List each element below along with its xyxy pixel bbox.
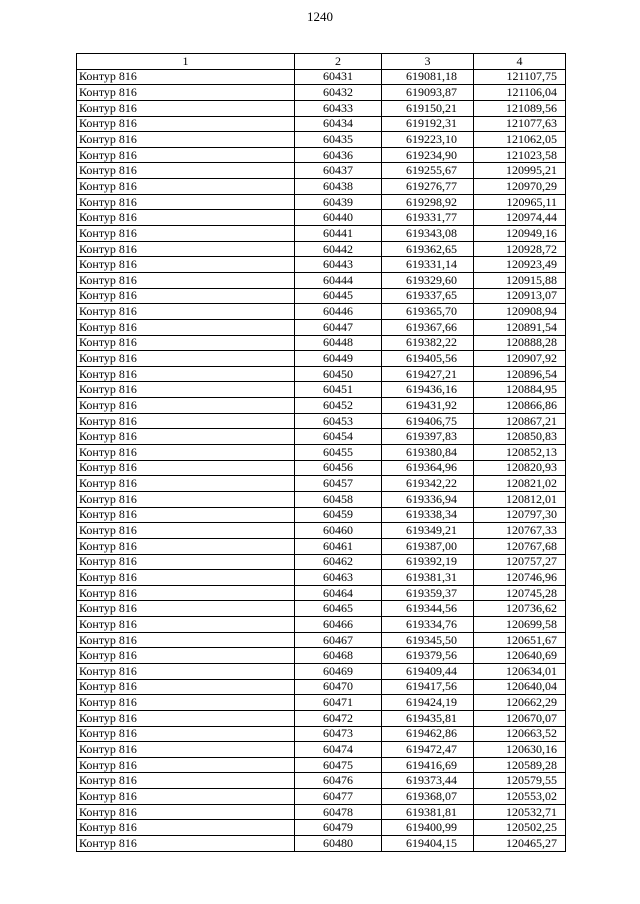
point-number-cell: 60447 <box>295 319 382 335</box>
table-row <box>77 742 566 758</box>
contour-name-cell: Контур 816 <box>77 820 295 836</box>
x-coordinate-cell: 619331,77 <box>382 210 474 226</box>
y-coordinate-cell: 120579,55 <box>474 773 566 789</box>
point-number-cell: 60451 <box>295 382 382 398</box>
point-number-cell: 60462 <box>295 554 382 570</box>
contour-name-cell: Контур 816 <box>77 679 295 695</box>
y-coordinate-cell: 120797,30 <box>474 507 566 523</box>
table-row <box>77 804 566 820</box>
point-number-cell: 60436 <box>295 147 382 163</box>
table-row <box>77 194 566 210</box>
contour-name-cell: Контур 816 <box>77 476 295 492</box>
y-coordinate-cell: 120502,25 <box>474 820 566 836</box>
x-coordinate-cell: 619380,84 <box>382 445 474 461</box>
table-row <box>77 272 566 288</box>
y-coordinate-cell: 120974,44 <box>474 210 566 226</box>
x-coordinate-cell: 619344,56 <box>382 601 474 617</box>
point-number-cell: 60445 <box>295 288 382 304</box>
point-number-cell: 60479 <box>295 820 382 836</box>
point-number-cell: 60449 <box>295 351 382 367</box>
y-coordinate-cell: 120640,69 <box>474 648 566 664</box>
table-row <box>77 632 566 648</box>
y-coordinate-cell: 120663,52 <box>474 726 566 742</box>
contour-name-cell: Контур 816 <box>77 570 295 586</box>
contour-name-cell: Контур 816 <box>77 351 295 367</box>
contour-name-cell: Контур 816 <box>77 210 295 226</box>
table-row <box>77 132 566 148</box>
y-coordinate-cell: 120884,95 <box>474 382 566 398</box>
y-coordinate-cell: 120553,02 <box>474 789 566 805</box>
contour-name-cell: Контур 816 <box>77 241 295 257</box>
contour-name-cell: Контур 816 <box>77 226 295 242</box>
point-number-cell: 60464 <box>295 585 382 601</box>
table-body <box>77 69 566 851</box>
x-coordinate-cell: 619337,65 <box>382 288 474 304</box>
contour-name-cell: Контур 816 <box>77 272 295 288</box>
contour-name-cell: Контур 816 <box>77 69 295 85</box>
contour-name-cell: Контур 816 <box>77 789 295 805</box>
contour-name-cell: Контур 816 <box>77 663 295 679</box>
table-row <box>77 476 566 492</box>
point-number-cell: 60466 <box>295 617 382 633</box>
y-coordinate-cell: 120634,01 <box>474 663 566 679</box>
contour-name-cell: Контур 816 <box>77 163 295 179</box>
table-row <box>77 210 566 226</box>
x-coordinate-cell: 619431,92 <box>382 398 474 414</box>
table-row <box>77 382 566 398</box>
contour-name-cell: Контур 816 <box>77 132 295 148</box>
contour-name-cell: Контур 816 <box>77 382 295 398</box>
point-number-cell: 60456 <box>295 460 382 476</box>
y-coordinate-cell: 120888,28 <box>474 335 566 351</box>
contour-name-cell: Контур 816 <box>77 710 295 726</box>
x-coordinate-cell: 619359,37 <box>382 585 474 601</box>
x-coordinate-cell: 619400,99 <box>382 820 474 836</box>
table-row <box>77 570 566 586</box>
y-coordinate-cell: 120852,13 <box>474 445 566 461</box>
x-coordinate-cell: 619223,10 <box>382 132 474 148</box>
table-row <box>77 241 566 257</box>
x-coordinate-cell: 619192,31 <box>382 116 474 132</box>
x-coordinate-cell: 619342,22 <box>382 476 474 492</box>
contour-name-cell: Контур 816 <box>77 538 295 554</box>
x-coordinate-cell: 619381,31 <box>382 570 474 586</box>
contour-name-cell: Контур 816 <box>77 100 295 116</box>
y-coordinate-cell: 120640,04 <box>474 679 566 695</box>
table-row <box>77 116 566 132</box>
table-row <box>77 335 566 351</box>
table-header-row <box>77 54 566 70</box>
y-coordinate-cell: 120589,28 <box>474 757 566 773</box>
point-number-cell: 60437 <box>295 163 382 179</box>
x-coordinate-cell: 619379,56 <box>382 648 474 664</box>
x-coordinate-cell: 619436,16 <box>382 382 474 398</box>
y-coordinate-cell: 120866,86 <box>474 398 566 414</box>
point-number-cell: 60476 <box>295 773 382 789</box>
point-number-cell: 60472 <box>295 710 382 726</box>
x-coordinate-cell: 619349,21 <box>382 523 474 539</box>
point-number-cell: 60470 <box>295 679 382 695</box>
contour-name-cell: Контур 816 <box>77 585 295 601</box>
table-row <box>77 663 566 679</box>
table-row <box>77 100 566 116</box>
point-number-cell: 60471 <box>295 695 382 711</box>
column-header-1: 1 <box>77 54 295 70</box>
table-row <box>77 163 566 179</box>
table-row <box>77 648 566 664</box>
x-coordinate-cell: 619409,44 <box>382 663 474 679</box>
y-coordinate-cell: 120757,27 <box>474 554 566 570</box>
y-coordinate-cell: 120850,83 <box>474 429 566 445</box>
point-number-cell: 60480 <box>295 836 382 852</box>
column-header-4: 4 <box>474 54 566 70</box>
contour-name-cell: Контур 816 <box>77 413 295 429</box>
x-coordinate-cell: 619381,81 <box>382 804 474 820</box>
contour-name-cell: Контур 816 <box>77 773 295 789</box>
y-coordinate-cell: 120767,68 <box>474 538 566 554</box>
contour-name-cell: Контур 816 <box>77 554 295 570</box>
contour-name-cell: Контур 816 <box>77 366 295 382</box>
contour-name-cell: Контур 816 <box>77 257 295 273</box>
y-coordinate-cell: 120928,72 <box>474 241 566 257</box>
x-coordinate-cell: 619334,76 <box>382 617 474 633</box>
table-row <box>77 179 566 195</box>
y-coordinate-cell: 120767,33 <box>474 523 566 539</box>
y-coordinate-cell: 120907,92 <box>474 351 566 367</box>
x-coordinate-cell: 619416,69 <box>382 757 474 773</box>
y-coordinate-cell: 121089,56 <box>474 100 566 116</box>
contour-name-cell: Контур 816 <box>77 398 295 414</box>
table-row <box>77 695 566 711</box>
table-row <box>77 726 566 742</box>
point-number-cell: 60477 <box>295 789 382 805</box>
table-row <box>77 538 566 554</box>
x-coordinate-cell: 619367,66 <box>382 319 474 335</box>
point-number-cell: 60457 <box>295 476 382 492</box>
x-coordinate-cell: 619472,47 <box>382 742 474 758</box>
contour-name-cell: Контур 816 <box>77 194 295 210</box>
point-number-cell: 60474 <box>295 742 382 758</box>
y-coordinate-cell: 120670,07 <box>474 710 566 726</box>
table-row <box>77 820 566 836</box>
contour-name-cell: Контур 816 <box>77 617 295 633</box>
point-number-cell: 60442 <box>295 241 382 257</box>
x-coordinate-cell: 619424,19 <box>382 695 474 711</box>
table-row <box>77 413 566 429</box>
table-row <box>77 554 566 570</box>
table-row <box>77 789 566 805</box>
contour-name-cell: Контур 816 <box>77 726 295 742</box>
point-number-cell: 60440 <box>295 210 382 226</box>
point-number-cell: 60443 <box>295 257 382 273</box>
x-coordinate-cell: 619362,65 <box>382 241 474 257</box>
y-coordinate-cell: 120662,29 <box>474 695 566 711</box>
table-row <box>77 757 566 773</box>
contour-name-cell: Контур 816 <box>77 491 295 507</box>
x-coordinate-cell: 619329,60 <box>382 272 474 288</box>
point-number-cell: 60475 <box>295 757 382 773</box>
point-number-cell: 60448 <box>295 335 382 351</box>
x-coordinate-cell: 619338,34 <box>382 507 474 523</box>
contour-name-cell: Контур 816 <box>77 288 295 304</box>
point-number-cell: 60450 <box>295 366 382 382</box>
point-number-cell: 60446 <box>295 304 382 320</box>
contour-name-cell: Контур 816 <box>77 179 295 195</box>
x-coordinate-cell: 619392,19 <box>382 554 474 570</box>
y-coordinate-cell: 120949,16 <box>474 226 566 242</box>
table-row <box>77 351 566 367</box>
y-coordinate-cell: 121107,75 <box>474 69 566 85</box>
table-row <box>77 710 566 726</box>
point-number-cell: 60460 <box>295 523 382 539</box>
point-number-cell: 60458 <box>295 491 382 507</box>
table-row <box>77 257 566 273</box>
y-coordinate-cell: 121077,63 <box>474 116 566 132</box>
contour-name-cell: Контур 816 <box>77 507 295 523</box>
x-coordinate-cell: 619365,70 <box>382 304 474 320</box>
y-coordinate-cell: 120745,28 <box>474 585 566 601</box>
x-coordinate-cell: 619368,07 <box>382 789 474 805</box>
contour-name-cell: Контур 816 <box>77 116 295 132</box>
y-coordinate-cell: 120908,94 <box>474 304 566 320</box>
table-row <box>77 601 566 617</box>
x-coordinate-cell: 619404,15 <box>382 836 474 852</box>
y-coordinate-cell: 120812,01 <box>474 491 566 507</box>
point-number-cell: 60432 <box>295 85 382 101</box>
contour-name-cell: Контур 816 <box>77 445 295 461</box>
y-coordinate-cell: 120970,29 <box>474 179 566 195</box>
point-number-cell: 60473 <box>295 726 382 742</box>
x-coordinate-cell: 619417,56 <box>382 679 474 695</box>
table-row <box>77 491 566 507</box>
point-number-cell: 60463 <box>295 570 382 586</box>
table-row <box>77 523 566 539</box>
contour-name-cell: Контур 816 <box>77 85 295 101</box>
table-row <box>77 69 566 85</box>
x-coordinate-cell: 619150,21 <box>382 100 474 116</box>
y-coordinate-cell: 120896,54 <box>474 366 566 382</box>
page-number: 1240 <box>307 9 333 24</box>
point-number-cell: 60452 <box>295 398 382 414</box>
point-number-cell: 60441 <box>295 226 382 242</box>
x-coordinate-cell: 619345,50 <box>382 632 474 648</box>
y-coordinate-cell: 120532,71 <box>474 804 566 820</box>
x-coordinate-cell: 619364,96 <box>382 460 474 476</box>
x-coordinate-cell: 619427,21 <box>382 366 474 382</box>
x-coordinate-cell: 619382,22 <box>382 335 474 351</box>
table-row <box>77 460 566 476</box>
table-row <box>77 288 566 304</box>
y-coordinate-cell: 120821,02 <box>474 476 566 492</box>
contour-name-cell: Контур 816 <box>77 804 295 820</box>
table-row <box>77 836 566 852</box>
point-number-cell: 60478 <box>295 804 382 820</box>
y-coordinate-cell: 120736,62 <box>474 601 566 617</box>
table-row <box>77 319 566 335</box>
y-coordinate-cell: 120630,16 <box>474 742 566 758</box>
x-coordinate-cell: 619298,92 <box>382 194 474 210</box>
table-row <box>77 226 566 242</box>
y-coordinate-cell: 120867,21 <box>474 413 566 429</box>
x-coordinate-cell: 619093,87 <box>382 85 474 101</box>
point-number-cell: 60453 <box>295 413 382 429</box>
x-coordinate-cell: 619343,08 <box>382 226 474 242</box>
y-coordinate-cell: 120699,58 <box>474 617 566 633</box>
point-number-cell: 60468 <box>295 648 382 664</box>
y-coordinate-cell: 121062,05 <box>474 132 566 148</box>
table-row <box>77 147 566 163</box>
contour-name-cell: Контур 816 <box>77 335 295 351</box>
contour-name-cell: Контур 816 <box>77 836 295 852</box>
table-row <box>77 304 566 320</box>
x-coordinate-cell: 619397,83 <box>382 429 474 445</box>
point-number-cell: 60455 <box>295 445 382 461</box>
table-row <box>77 679 566 695</box>
contour-name-cell: Контур 816 <box>77 632 295 648</box>
point-number-cell: 60438 <box>295 179 382 195</box>
x-coordinate-cell: 619373,44 <box>382 773 474 789</box>
x-coordinate-cell: 619276,77 <box>382 179 474 195</box>
point-number-cell: 60444 <box>295 272 382 288</box>
table-row <box>77 507 566 523</box>
contour-name-cell: Контур 816 <box>77 523 295 539</box>
x-coordinate-cell: 619081,18 <box>382 69 474 85</box>
table-row <box>77 773 566 789</box>
y-coordinate-cell: 120915,88 <box>474 272 566 288</box>
y-coordinate-cell: 120820,93 <box>474 460 566 476</box>
contour-name-cell: Контур 816 <box>77 319 295 335</box>
table-row <box>77 398 566 414</box>
table-row <box>77 585 566 601</box>
y-coordinate-cell: 121023,58 <box>474 147 566 163</box>
point-number-cell: 60454 <box>295 429 382 445</box>
table-row <box>77 445 566 461</box>
contour-name-cell: Контур 816 <box>77 429 295 445</box>
point-number-cell: 60439 <box>295 194 382 210</box>
x-coordinate-cell: 619406,75 <box>382 413 474 429</box>
y-coordinate-cell: 120965,11 <box>474 194 566 210</box>
y-coordinate-cell: 121106,04 <box>474 85 566 101</box>
contour-name-cell: Контур 816 <box>77 648 295 664</box>
x-coordinate-cell: 619336,94 <box>382 491 474 507</box>
contour-name-cell: Контур 816 <box>77 460 295 476</box>
x-coordinate-cell: 619234,90 <box>382 147 474 163</box>
y-coordinate-cell: 120465,27 <box>474 836 566 852</box>
point-number-cell: 60469 <box>295 663 382 679</box>
point-number-cell: 60435 <box>295 132 382 148</box>
table-row <box>77 85 566 101</box>
contour-name-cell: Контур 816 <box>77 147 295 163</box>
contour-name-cell: Контур 816 <box>77 695 295 711</box>
column-header-3: 3 <box>382 54 474 70</box>
y-coordinate-cell: 120923,49 <box>474 257 566 273</box>
table-row <box>77 617 566 633</box>
column-header-2: 2 <box>295 54 382 70</box>
point-number-cell: 60431 <box>295 69 382 85</box>
x-coordinate-cell: 619435,81 <box>382 710 474 726</box>
point-number-cell: 60461 <box>295 538 382 554</box>
table-row <box>77 366 566 382</box>
x-coordinate-cell: 619387,00 <box>382 538 474 554</box>
point-number-cell: 60467 <box>295 632 382 648</box>
table-row <box>77 429 566 445</box>
y-coordinate-cell: 120651,67 <box>474 632 566 648</box>
x-coordinate-cell: 619405,56 <box>382 351 474 367</box>
point-number-cell: 60434 <box>295 116 382 132</box>
y-coordinate-cell: 120913,07 <box>474 288 566 304</box>
x-coordinate-cell: 619331,14 <box>382 257 474 273</box>
y-coordinate-cell: 120746,96 <box>474 570 566 586</box>
contour-name-cell: Контур 816 <box>77 304 295 320</box>
y-coordinate-cell: 120891,54 <box>474 319 566 335</box>
point-number-cell: 60433 <box>295 100 382 116</box>
x-coordinate-cell: 619462,86 <box>382 726 474 742</box>
contour-name-cell: Контур 816 <box>77 601 295 617</box>
contour-name-cell: Контур 816 <box>77 742 295 758</box>
contour-name-cell: Контур 816 <box>77 757 295 773</box>
point-number-cell: 60459 <box>295 507 382 523</box>
x-coordinate-cell: 619255,67 <box>382 163 474 179</box>
y-coordinate-cell: 120995,21 <box>474 163 566 179</box>
point-number-cell: 60465 <box>295 601 382 617</box>
coordinates-table <box>76 53 566 852</box>
